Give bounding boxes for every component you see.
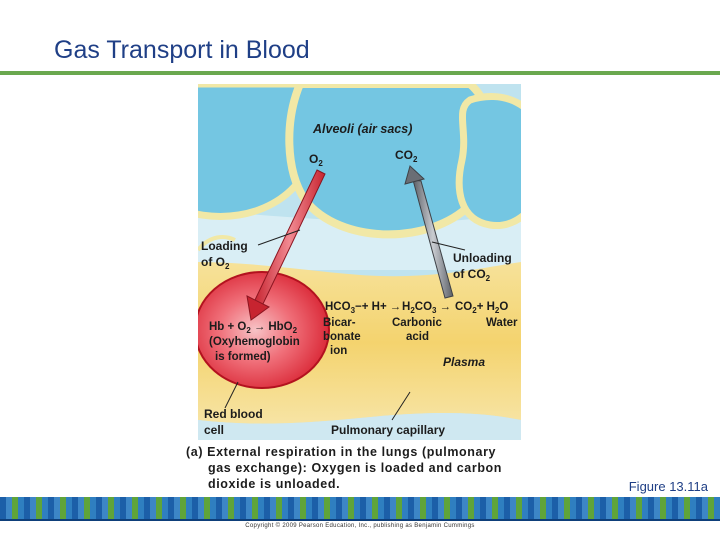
rbc-reaction-line1: $Hb + O_2 \to HbO_2$	[209, 321, 298, 335]
reaction-products: $CO_2+ H_2O$	[455, 301, 509, 315]
carbonic-label-2: acid	[406, 331, 430, 343]
co2-label: $CO_2$	[395, 148, 418, 164]
alveolus-right	[459, 97, 545, 226]
unloading-label-line1: Unloading	[453, 251, 512, 265]
loading-label-line1: Loading	[201, 239, 248, 253]
unloading-label-line2: of $CO_2$	[453, 267, 491, 283]
copyright-notice: Copyright © 2009 Pearson Education, Inc., publishing as Benjamin Cummings	[245, 523, 475, 529]
rbc-label-line2: cell	[204, 423, 225, 437]
plasma-label: Plasma	[443, 355, 486, 369]
loading-label-line2: of $O_2$	[201, 255, 230, 271]
footer-bar	[0, 497, 720, 519]
figure-label: Figure 13.11a	[628, 479, 708, 494]
carbonic-label-1: Carbonic	[392, 317, 442, 329]
footer-bar-underline	[0, 519, 720, 521]
rbc-reaction-line3: is formed)	[215, 351, 271, 363]
caption-line3: dioxide is unloaded.	[208, 477, 341, 491]
rbc-label-line1: Red blood	[204, 407, 263, 421]
bicarbonate-label-2: bonate	[323, 331, 361, 343]
reaction-carbonic-acid: $H_2CO_3$ →	[402, 301, 451, 315]
bicarbonate-label-3: ion	[330, 345, 348, 357]
caption-line2: gas exchange): Oxygen is loaded and carbon	[208, 461, 503, 475]
caption-line1: (a) External respiration in the lungs (pulmonary	[186, 445, 497, 459]
slide-title: Gas Transport in Blood	[54, 36, 310, 64]
water-label: Water	[486, 317, 518, 329]
bicarbonate-label-1: Bicar-	[323, 317, 356, 329]
alveoli-label: Alveoli (air sacs)	[313, 122, 413, 136]
rbc-reaction-line2: (Oxyhemoglobin	[209, 336, 300, 348]
reaction-bicarbonate: $HCO_3-+ H+$ →	[325, 301, 402, 315]
o2-label: $O_2$	[309, 152, 323, 168]
pulmonary-capillary-label: Pulmonary capillary	[331, 423, 446, 437]
